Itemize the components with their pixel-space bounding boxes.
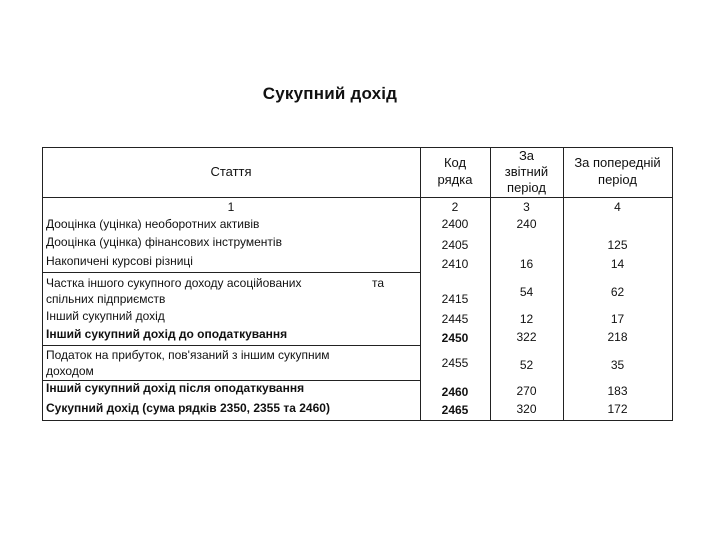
header-current-line2: звітний xyxy=(504,164,549,179)
header-current-line3: період xyxy=(507,180,546,195)
table-border-right xyxy=(672,147,673,420)
row-divider-1 xyxy=(42,272,420,273)
row-code: 2400 xyxy=(441,217,469,231)
row-current: 320 xyxy=(516,402,537,416)
row-previous: 17 xyxy=(610,312,625,326)
header-code-line1: Код xyxy=(443,155,467,170)
table-border-bottom xyxy=(42,420,673,421)
row-divider-2 xyxy=(42,345,420,346)
header-divider xyxy=(42,197,672,198)
header-previous-line1: За попередній xyxy=(574,155,661,170)
row-current: 270 xyxy=(516,384,537,398)
row-current: 54 xyxy=(519,285,534,299)
row-label-line1: Податок на прибуток, пов'язаний з іншим сукупним xyxy=(46,348,330,362)
row-previous: 35 xyxy=(610,358,625,372)
row-label: Інший сукупний дохід xyxy=(46,309,165,323)
column-number-2: 2 xyxy=(451,200,459,214)
header-code-line2: рядка xyxy=(437,172,473,187)
row-label: Інший сукупний дохід після оподаткування xyxy=(46,381,305,395)
row-label-line2: доходом xyxy=(46,364,94,378)
row-current: 52 xyxy=(519,358,534,372)
column-number-3: 3 xyxy=(523,200,530,214)
header-article: Стаття xyxy=(210,164,252,179)
row-label-line2: спільних підприємств xyxy=(46,292,166,306)
row-label: Дооцінка (уцінка) фінансових інструментів xyxy=(46,235,282,249)
column-number-4: 4 xyxy=(614,200,621,214)
row-code: 2415 xyxy=(441,292,469,306)
row-previous: 14 xyxy=(610,257,625,271)
row-label: Дооцінка (уцінка) необоротних активів xyxy=(46,217,260,231)
row-label: Накопичені курсові різниці xyxy=(46,254,193,268)
row-label: Сукупний дохід (сума рядків 2350, 2355 та 2460) xyxy=(46,401,330,415)
header-current-line1: За xyxy=(518,148,535,163)
row-label: Інший сукупний дохід до оподаткування xyxy=(46,327,288,341)
row-label-line1: Частка іншого сукупного доходу асоційованих xyxy=(46,276,302,290)
row-previous: 125 xyxy=(607,238,628,252)
row-previous: 218 xyxy=(607,330,628,344)
row-code: 2465 xyxy=(441,403,469,417)
row-current: 12 xyxy=(519,312,534,326)
row-code: 2405 xyxy=(441,238,469,252)
row-label-line1-tail: та xyxy=(372,276,385,290)
row-current: 16 xyxy=(519,257,534,271)
row-previous: 172 xyxy=(607,402,628,416)
row-code: 2450 xyxy=(441,331,469,345)
row-current: 240 xyxy=(516,217,537,231)
row-code: 2455 xyxy=(441,356,469,370)
column-number-1: 1 xyxy=(227,200,235,214)
page-title: Сукупний дохід xyxy=(262,84,398,103)
row-previous: 62 xyxy=(610,285,625,299)
row-code: 2445 xyxy=(441,312,469,326)
row-current: 322 xyxy=(516,330,537,344)
row-code: 2460 xyxy=(441,385,469,399)
header-previous-line2: період xyxy=(598,172,637,187)
row-previous: 183 xyxy=(607,384,628,398)
row-code: 2410 xyxy=(441,257,469,271)
